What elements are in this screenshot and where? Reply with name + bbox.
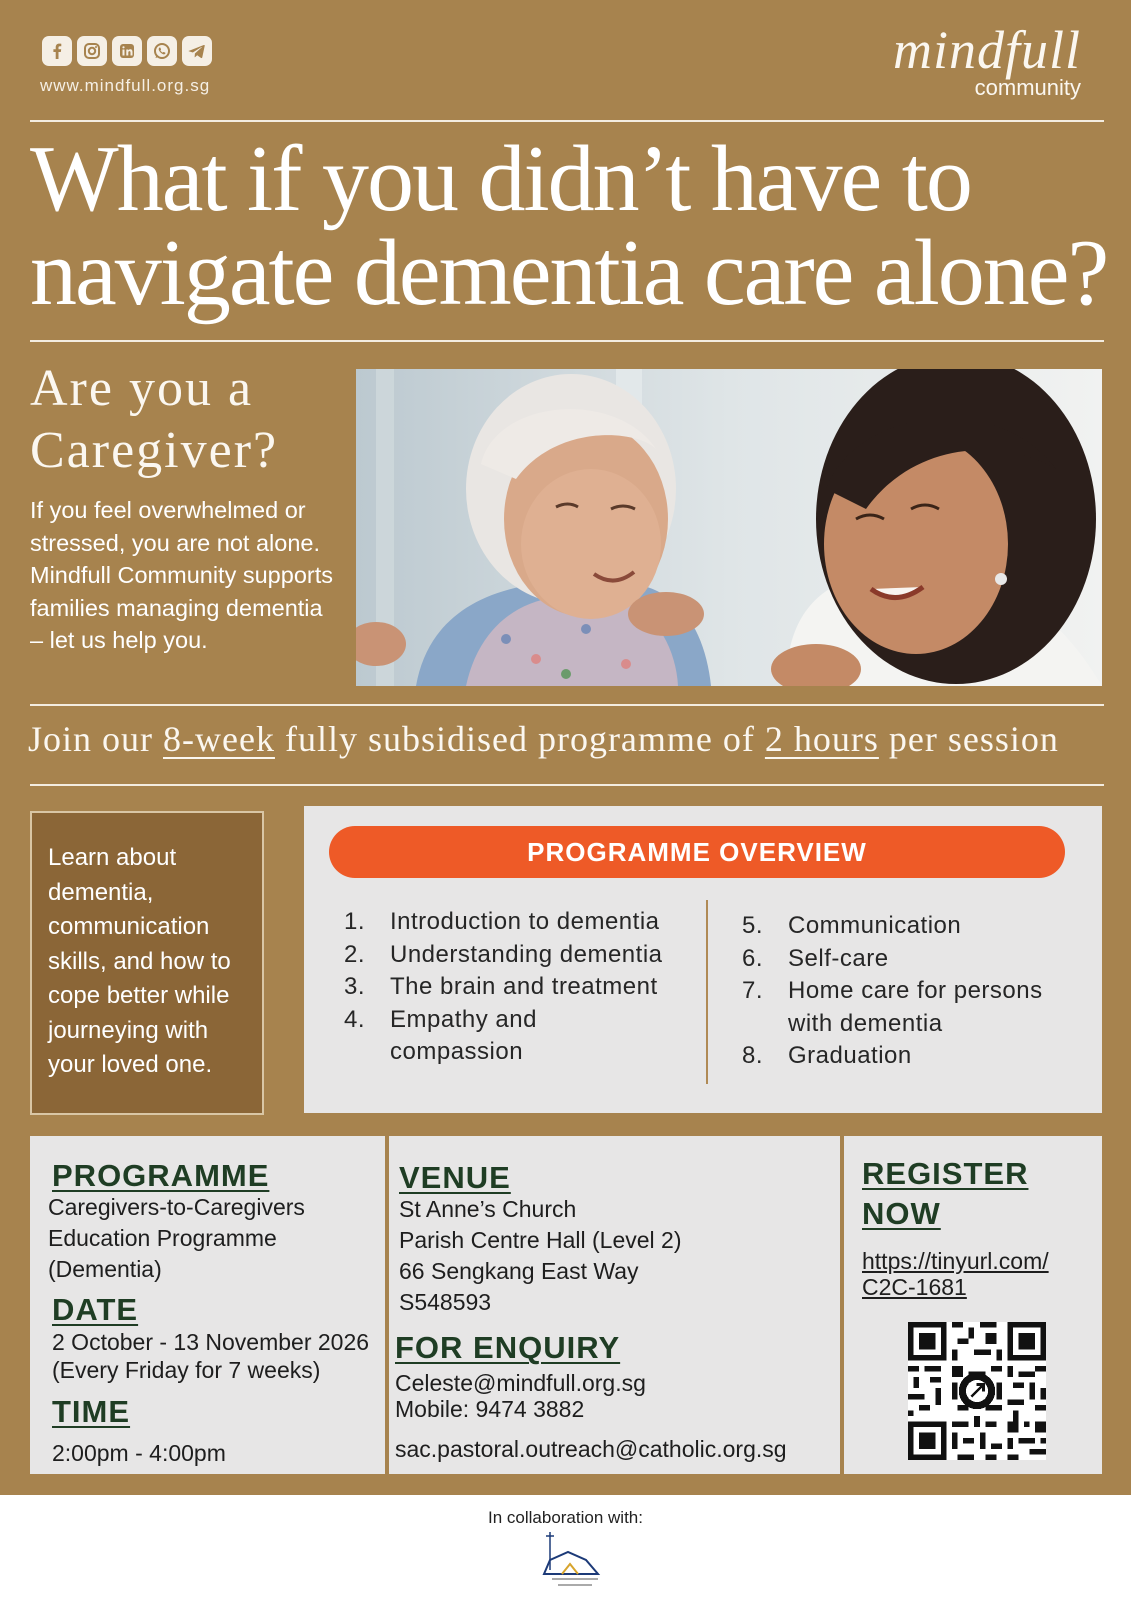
programme-heading: PROGRAMME [52, 1158, 270, 1193]
overview-list-left [344, 906, 689, 1069]
join-text: per session [878, 719, 1059, 759]
headline-line-2: navigate dementia care alone? [30, 221, 1108, 325]
venue-address [399, 1194, 682, 1318]
overview-item [344, 906, 689, 939]
divider [30, 704, 1104, 706]
instagram-icon[interactable] [77, 36, 107, 66]
telegram-icon[interactable] [182, 36, 212, 66]
time-heading: TIME [52, 1394, 131, 1429]
join-text: fully subsidised programme of [274, 719, 765, 759]
enquiry-mobile[interactable]: Mobile: 9474 3882 [395, 1396, 585, 1422]
divider [30, 784, 1104, 786]
item-number: 1. [344, 908, 366, 935]
item-label: Home care for persons with dementia [788, 977, 1043, 1037]
item-label: Graduation [788, 1042, 912, 1069]
caregiver-question [30, 358, 278, 482]
join-text: Join our [28, 719, 163, 759]
enquiry-email-secondary[interactable]: sac.pastoral.outreach@catholic.org.sg [395, 1436, 787, 1462]
registration-link[interactable] [862, 1248, 1049, 1300]
programme-name [48, 1192, 305, 1285]
mindfull-logo [892, 20, 1081, 100]
date-range: 2 October - 13 November 2026 [52, 1329, 370, 1355]
caregiver-question-line-2: Caregiver? [30, 422, 279, 479]
church-logo-icon [540, 1530, 610, 1592]
venue-line: S548593 [399, 1289, 492, 1315]
overview-item [742, 910, 1082, 943]
programme-name-line: Caregivers-to-Caregivers [48, 1194, 305, 1220]
whatsapp-icon[interactable] [147, 36, 177, 66]
overview-divider [706, 900, 708, 1084]
date-heading: DATE [52, 1292, 139, 1327]
registration-link-line[interactable]: https://tinyurl.com/ [862, 1248, 1049, 1274]
enquiry-email[interactable]: Celeste@mindfull.org.sg [395, 1370, 646, 1396]
programme-overview-title: PROGRAMME OVERVIEW [329, 826, 1065, 878]
linkedin-icon[interactable] [112, 36, 142, 66]
item-label: Self-care [788, 944, 889, 972]
programme-details [30, 1136, 385, 1474]
register-panel [844, 1136, 1102, 1474]
item-number: 2. [344, 940, 366, 968]
session-length: 2 hours [764, 719, 879, 759]
register-heading-line: REGISTER [862, 1156, 1029, 1191]
register-heading [862, 1154, 1028, 1234]
programme-name-line: Education Programme [48, 1225, 277, 1251]
item-label: The brain and treatment [390, 973, 658, 1000]
date-value [52, 1328, 369, 1384]
overview-list-right [742, 910, 1082, 1073]
venue-line: Parish Centre Hall (Level 2) [399, 1227, 682, 1253]
social-links [42, 36, 212, 66]
enquiry-contacts [395, 1370, 646, 1422]
item-number: 7. [742, 977, 764, 1004]
logo-wordmark: mindfull [892, 20, 1081, 80]
divider [30, 340, 1104, 342]
item-label: Empathy and compassion [390, 1005, 537, 1065]
venue-line: St Anne’s Church [399, 1196, 577, 1222]
logo-subtitle: community [974, 75, 1081, 100]
facebook-icon[interactable] [42, 36, 72, 66]
register-heading-line: NOW [862, 1196, 941, 1231]
overview-item [344, 939, 689, 972]
overview-item [344, 971, 689, 1004]
registration-link-line[interactable]: C2C-1681 [862, 1274, 967, 1300]
overview-item [742, 975, 1088, 1040]
item-number: 5. [742, 912, 764, 939]
item-number: 3. [344, 973, 366, 1000]
headline-line-1: What if you didn’t have to [30, 127, 971, 231]
item-label: Introduction to dementia [390, 908, 660, 935]
overview-item [742, 1040, 1082, 1073]
overview-item [742, 943, 1082, 976]
item-number: 4. [344, 1005, 366, 1033]
learn-box: Learn about dementia, communication skills, and how to cope better while journeying with your loved one. [30, 811, 264, 1115]
registration-qr-code[interactable] [908, 1322, 1046, 1460]
caregiver-question-line-1: Are you a [30, 360, 254, 417]
divider [30, 120, 1104, 122]
time-value: 2:00pm - 4:00pm [52, 1440, 226, 1466]
programme-summary [28, 718, 1059, 760]
item-number: 6. [742, 944, 764, 972]
headline [30, 127, 1110, 325]
caregiver-photo [356, 369, 1102, 686]
caregiver-message: If you feel overwhelmed or stressed, you are not alone. Mindfull Community supports families managing dementia – let us help you. [30, 497, 333, 653]
item-number: 8. [742, 1042, 764, 1069]
enquiry-heading: FOR ENQUIRY [395, 1330, 621, 1365]
caregiver-photo-illustration [356, 369, 1102, 686]
venue-heading: VENUE [399, 1160, 511, 1195]
website-url[interactable]: www.mindfull.org.sg [40, 76, 211, 95]
item-label: Communication [788, 912, 962, 939]
collaboration-label: In collaboration with: [488, 1508, 643, 1527]
venue-details [389, 1136, 840, 1474]
programme-overview-panel [304, 806, 1102, 1113]
programme-name-line: (Dementia) [48, 1256, 162, 1282]
programme-duration: 8-week [163, 719, 275, 759]
overview-item [344, 1004, 590, 1069]
date-note: (Every Friday for 7 weeks) [52, 1357, 321, 1383]
venue-line: 66 Sengkang East Way [399, 1258, 639, 1284]
item-label: Understanding dementia [390, 940, 663, 968]
